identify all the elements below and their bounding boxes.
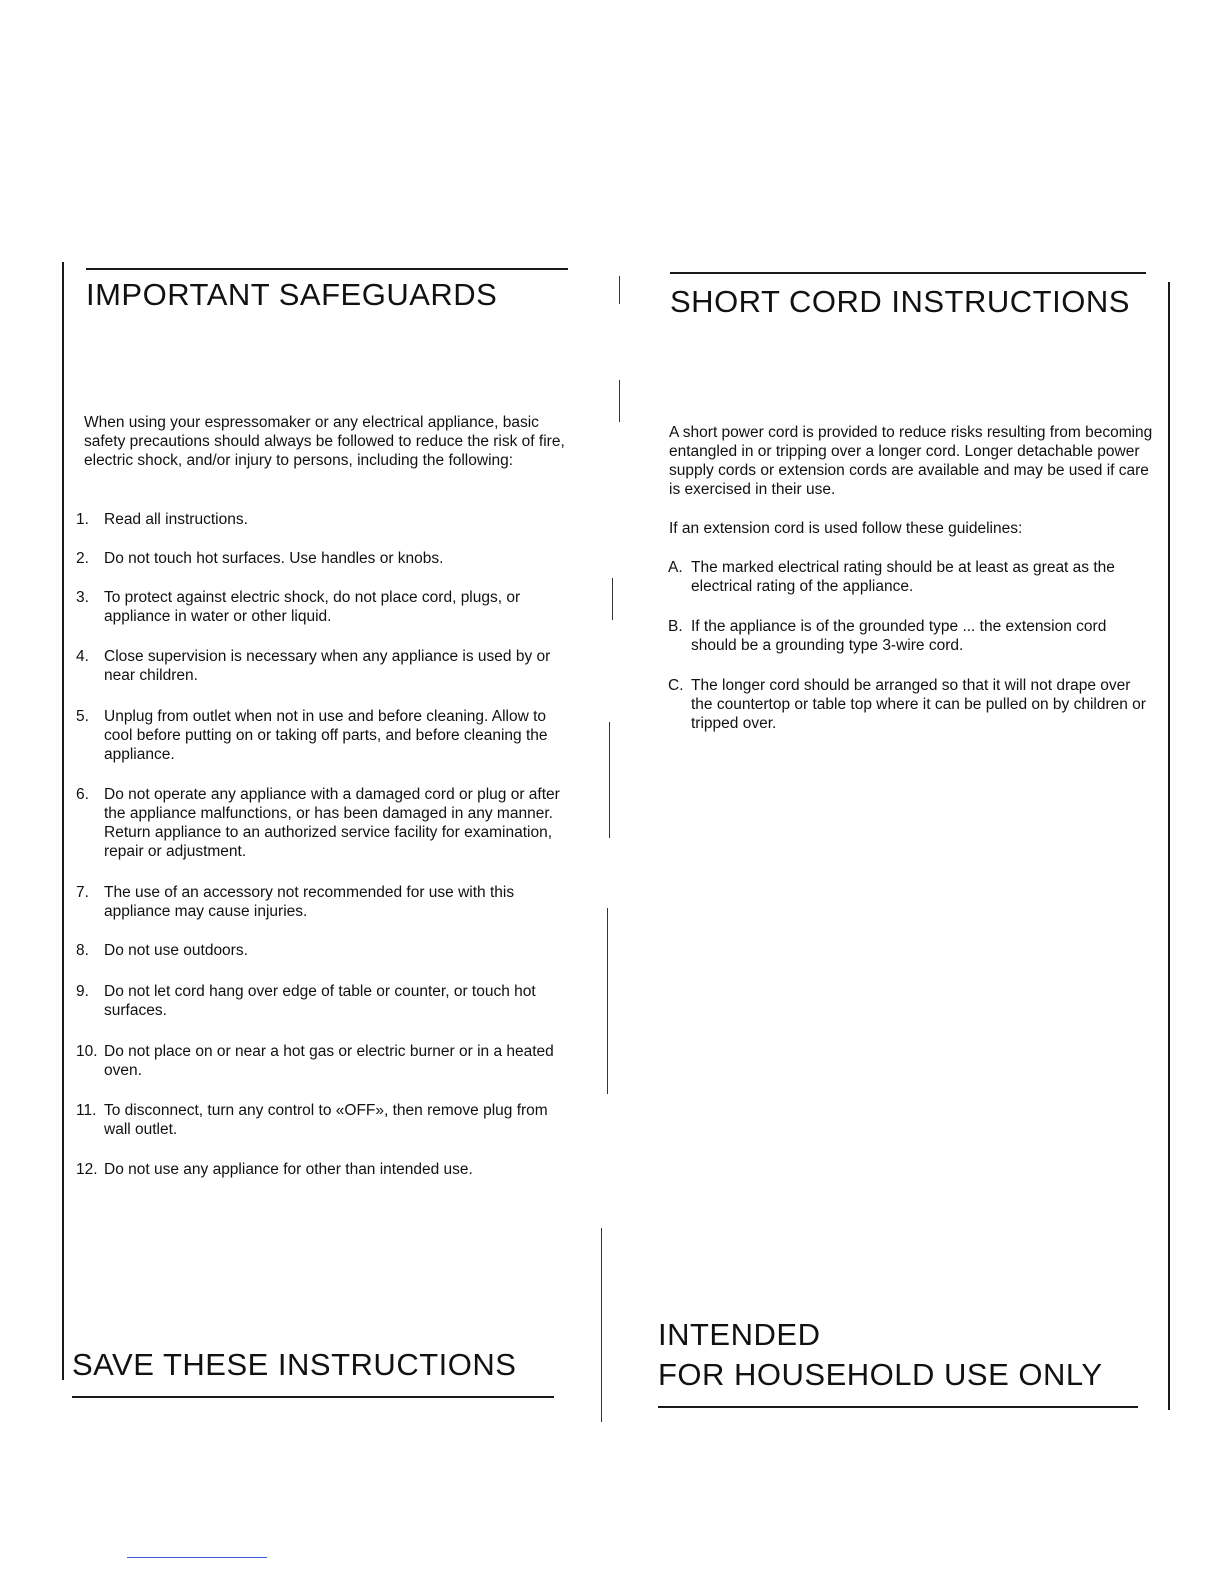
item-text: The use of an accessory not recommended for use with this appliance may cause injuries.	[104, 884, 515, 920]
left-title-rule	[86, 268, 568, 270]
list-item	[76, 510, 568, 529]
save-instructions-footer: SAVE THESE INSTRUCTIONS	[72, 1347, 517, 1382]
item-text: The longer cord should be arranged so that it will not drape over the countertop or table top where it can be pulled on by children or tripped over.	[691, 677, 1146, 732]
guideline-lead: If an extension cord is used follow these guidelines:	[669, 520, 1023, 537]
list-item	[76, 1042, 568, 1080]
item-text: Do not operate any appliance with a damaged cord or plug or after the appliance malfunctions, or has been damaged in any manner. Return appliance to an authorized service facility for examination, repair or adjustment.	[104, 786, 560, 860]
center-fold-rule-3	[612, 578, 613, 620]
item-number: 3.	[76, 589, 89, 606]
list-item	[668, 676, 1148, 733]
left-footer-rule	[72, 1396, 554, 1398]
item-number: 6.	[76, 786, 89, 803]
safeguards-intro: When using your espressomaker or any electrical appliance, basic safety precautions should always be followed to reduce the risk of fire, electric shock, and/or injury to persons, including the following:	[84, 414, 565, 469]
list-item	[668, 617, 1148, 655]
short-cord-title: SHORT CORD INSTRUCTIONS	[670, 284, 1130, 319]
item-text: Do not use any appliance for other than intended use.	[104, 1161, 473, 1178]
item-letter: C.	[668, 677, 684, 694]
item-number: 10.	[76, 1043, 98, 1060]
item-number: 12.	[76, 1161, 98, 1178]
center-fold-rule-4	[609, 722, 610, 838]
center-fold-rule-2	[619, 380, 620, 422]
item-text: Do not touch hot surfaces. Use handles or knobs.	[104, 550, 444, 567]
intended-footer-line1: INTENDED	[658, 1317, 821, 1352]
center-fold-rule-1	[619, 276, 620, 304]
guideline-list	[668, 558, 1148, 733]
list-item	[76, 549, 568, 568]
item-text: Do not use outdoors.	[104, 942, 248, 959]
list-item	[76, 647, 568, 685]
item-text: Do not place on or near a hot gas or electric burner or in a heated oven.	[104, 1043, 554, 1079]
item-text: To disconnect, turn any control to «OFF», then remove plug from wall outlet.	[104, 1102, 548, 1138]
list-item	[76, 1101, 568, 1139]
bottom-link-underline	[127, 1557, 267, 1558]
item-text: Do not let cord hang over edge of table or counter, or touch hot surfaces.	[104, 983, 536, 1019]
short-cord-intro: A short power cord is provided to reduce risks resulting from becoming entangled in or tripping over a longer cord. Longer detachable power supply cords or extension cords are available and may be used if care is exercised in their use.	[669, 424, 1153, 498]
right-title-rule	[670, 272, 1146, 274]
item-text: Unplug from outlet when not in use and before cleaning. Allow to cool before putting on or taking off parts, and before cleaning the appliance.	[104, 708, 548, 763]
left-border-rule	[62, 262, 64, 1380]
item-text: If the appliance is of the grounded type ... the extension cord should be a grounding type 3-wire cord.	[691, 618, 1107, 654]
list-item	[76, 883, 568, 921]
item-text: The marked electrical rating should be at least as great as the electrical rating of the appliance.	[691, 559, 1115, 595]
list-item	[76, 1160, 568, 1179]
item-number: 1.	[76, 511, 89, 528]
right-border-rule	[1168, 282, 1170, 1410]
item-letter: B.	[668, 618, 683, 635]
center-fold-rule-6	[601, 1228, 602, 1422]
item-number: 2.	[76, 550, 89, 567]
item-text: Close supervision is necessary when any appliance is used by or near children.	[104, 648, 551, 684]
household-use-footer-line2: FOR HOUSEHOLD USE ONLY	[658, 1357, 1103, 1392]
center-fold-rule-5	[607, 908, 608, 1094]
list-item	[76, 982, 568, 1020]
list-item	[76, 941, 568, 960]
list-item	[76, 785, 568, 861]
item-number: 7.	[76, 884, 89, 901]
item-text: Read all instructions.	[104, 511, 248, 528]
list-item	[76, 707, 568, 764]
right-footer-rule	[658, 1406, 1138, 1408]
safeguards-title: IMPORTANT SAFEGUARDS	[86, 277, 498, 312]
list-item	[76, 588, 568, 626]
item-number: 9.	[76, 983, 89, 1000]
list-item	[668, 558, 1148, 596]
safeguards-list	[76, 510, 568, 1179]
item-number: 11.	[76, 1102, 97, 1119]
item-number: 4.	[76, 648, 89, 665]
item-number: 5.	[76, 708, 89, 725]
item-text: To protect against electric shock, do not place cord, plugs, or appliance in water or other liquid.	[104, 589, 521, 625]
item-letter: A.	[668, 559, 683, 576]
item-number: 8.	[76, 942, 89, 959]
